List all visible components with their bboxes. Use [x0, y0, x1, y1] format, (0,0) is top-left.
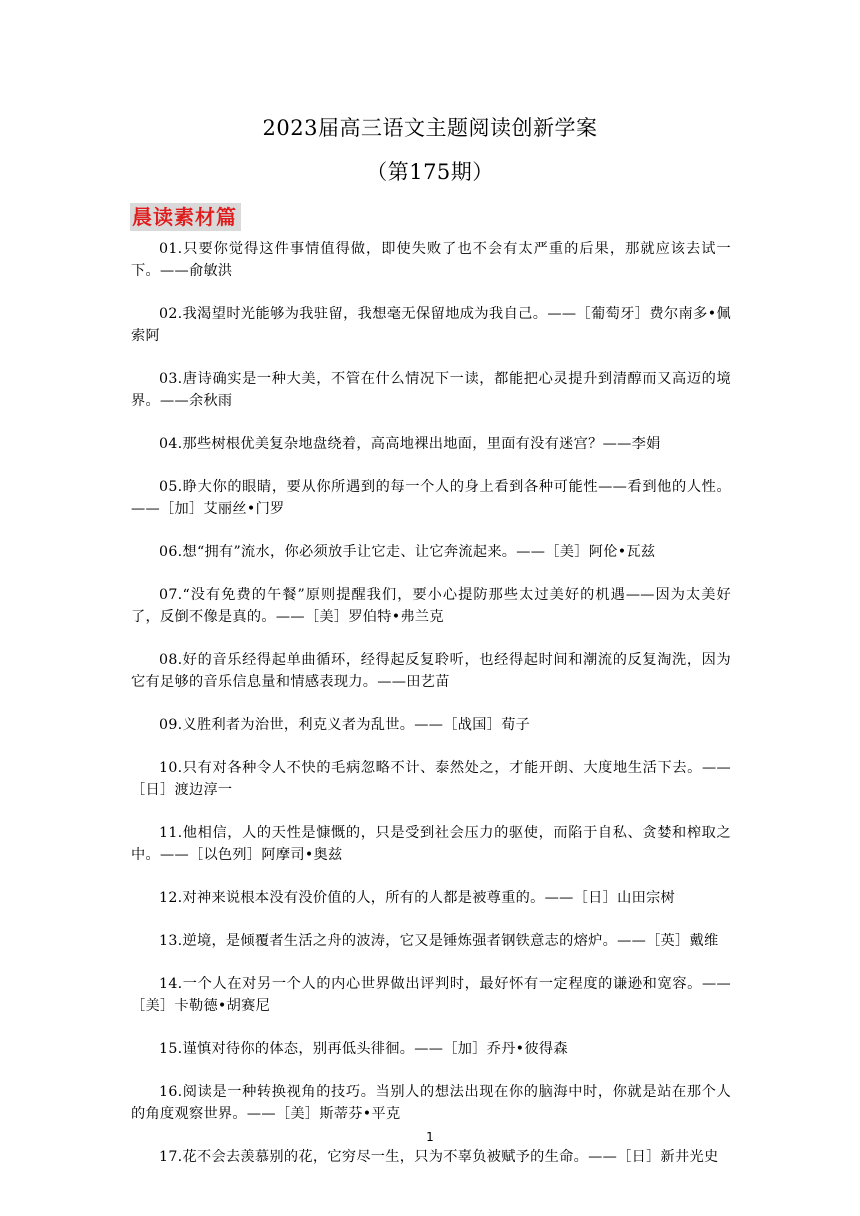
document-title: 2023届高三语文主题阅读创新学案 [262, 116, 598, 140]
quote-item: 12.对神来说根本没有没价值的人，所有的人都是被尊重的。——［日］山田宗树 [159, 890, 676, 906]
quote-item: 15.谨慎对待你的体态，别再低头徘徊。——［加］乔丹•彼得森 [159, 1041, 568, 1057]
quote-item: 08.好的音乐经得起单曲循环，经得起反复聆听，也经得起时间和潮流的反复淘洗，因为它有足够的音乐信息量和情感表现力。——田艺苗 [131, 652, 731, 690]
quote-item: 13.逆境，是倾覆者生活之舟的波涛，它又是锤炼强者钢铁意志的熔炉。——［英］戴维 [159, 933, 719, 949]
quote-item: 14.一个人在对另一个人的内心世界做出评判时，最好怀有一定程度的谦逊和宽容。——［美］卡勒德•胡赛尼 [131, 976, 731, 1014]
section-heading: 晨读素材篇 [130, 203, 241, 231]
quote-list [131, 238, 731, 1189]
quote-item: 10.只有对各种令人不快的毛病忽略不计、泰然处之，才能开朗、大度地生活下去。——［日］渡边淳一 [131, 760, 731, 798]
quote-item: 02.我渴望时光能够为我驻留，我想毫无保留地成为我自己。——［葡萄牙］费尔南多•佩索阿 [131, 306, 731, 344]
quote-item: 09.义胜利者为治世，利克义者为乱世。——［战国］荀子 [159, 717, 531, 733]
page-number: 1 [426, 1130, 434, 1144]
quote-item: 04.那些树根优美复杂地盘绕着，高高地裸出地面，里面有没有迷宫？——李娟 [159, 436, 661, 452]
quote-item: 11.他相信，人的天性是慷慨的，只是受到社会压力的驱使，而陷于自私、贪婪和榨取之中。——［以色列］阿摩司•奥兹 [131, 825, 731, 863]
quote-item: 05.睁大你的眼睛，要从你所遇到的每一个人的身上看到各种可能性——看到他的人性。——［加］艾丽丝•门罗 [131, 479, 731, 517]
quote-item: 17.花不会去羡慕别的花，它穷尽一生，只为不辜负被赋予的生命。——［日］新井光史 [159, 1149, 719, 1165]
issue-number: （第175期） [366, 160, 494, 184]
quote-item: 07.“没有免费的午餐”原则提醒我们，要小心提防那些太过美好的机遇——因为太美好了，反倒不像是真的。——［美］罗伯特•弗兰克 [131, 587, 731, 625]
quote-item: 06.想“拥有”流水，你必须放手让它走、让它奔流起来。——［美］阿伦•瓦兹 [159, 544, 656, 560]
quote-item: 03.唐诗确实是一种大美，不管在什么情况下一读，都能把心灵提升到清醇而又高迈的境界。——余秋雨 [131, 371, 731, 409]
quote-item: 16.阅读是一种转换视角的技巧。当别人的想法出现在你的脑海中时，你就是站在那个人的角度观察世界。——［美］斯蒂芬•平克 [131, 1084, 731, 1122]
quote-item: 01.只要你觉得这件事情值得做，即使失败了也不会有太严重的后果，那就应该去试一下。——俞敏洪 [131, 241, 731, 279]
